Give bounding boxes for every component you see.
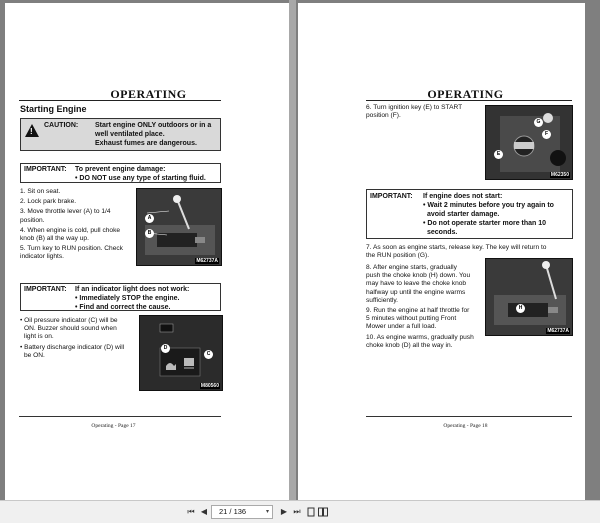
single-page-view-icon[interactable]	[306, 507, 316, 517]
choke-illustration	[486, 259, 573, 336]
important-label: IMPORTANT:	[370, 193, 413, 200]
page-indicator: 21 / 136	[219, 507, 247, 516]
left-page	[5, 3, 292, 500]
throttle-choke-photo	[136, 188, 222, 266]
photo-tag: M62350	[550, 172, 569, 178]
callout-g: G	[534, 118, 543, 127]
choke-knob-photo	[485, 258, 573, 336]
photo-tag: M62737A	[196, 258, 218, 264]
next-page-icon[interactable]: ▶	[280, 507, 288, 516]
important-box-starting-fluid	[20, 163, 221, 183]
caution-label: CAUTION:	[44, 122, 79, 129]
footer-rule	[366, 416, 572, 417]
page-header: OPERATING	[427, 87, 504, 101]
header-rule	[19, 100, 221, 101]
callout-e: E	[494, 150, 503, 159]
important-box-indicator	[20, 283, 221, 311]
header-rule	[366, 100, 572, 101]
footer-rule	[19, 416, 221, 417]
first-page-icon[interactable]: ⏮	[187, 507, 195, 516]
important-label: IMPORTANT:	[24, 286, 67, 293]
photo-tag: M62737A	[547, 328, 569, 334]
callout-d: D	[161, 344, 170, 353]
section-title: Starting Engine	[20, 104, 87, 114]
page-header: OPERATING	[110, 87, 187, 101]
page-footer: Operating - Page 17	[91, 423, 136, 429]
photo-tag: M80560	[200, 383, 219, 389]
page-number-select[interactable]	[211, 505, 273, 519]
callout-f: F	[542, 130, 551, 139]
caution-text: Start engine ONLY outdoors or in a well ventilated place. Exhaust fumes are dangerous.	[95, 122, 212, 147]
page-divider-scrollbar[interactable]	[289, 0, 296, 500]
important-text: To prevent engine damage: • DO NOT use any type of starting fluid.	[75, 166, 206, 182]
callout-c: C	[204, 350, 213, 359]
important-text: If an indicator light does not work: • Immediately STOP the engine. • Find and correct the cause.	[75, 286, 190, 311]
previous-page-icon[interactable]: ◀	[200, 507, 208, 516]
ignition-illustration	[486, 106, 573, 180]
important-text: If engine does not start: • Wait 2 minutes before you try again to avoid starter damage. • Do not operate starter more than 10 seconds.	[423, 193, 554, 236]
important-label: IMPORTANT:	[24, 166, 67, 173]
ignition-key-photo	[485, 105, 573, 180]
navigation-toolbar	[0, 500, 600, 523]
right-page	[298, 3, 585, 500]
indicator-lights-photo	[139, 315, 223, 391]
throttle-choke-illustration	[137, 189, 222, 266]
callout-b: B	[145, 229, 154, 238]
caution-box	[20, 118, 221, 151]
chevron-down-icon: ▾	[265, 509, 269, 515]
step-6: 6. Turn ignition key (E) to START position (F).	[366, 104, 463, 120]
two-page-view-icon[interactable]	[318, 507, 328, 517]
page-footer: Operating - Page 18	[443, 423, 488, 429]
indicator-bullets: • Oil pressure indicator (C) will be ON. Buzzer should sound when light is on. • Battery discharge indicator (D) will be ON.	[20, 317, 125, 359]
last-page-icon[interactable]: ⏭	[293, 507, 301, 516]
warning-triangle-icon: !	[25, 124, 39, 137]
callout-a: A	[145, 214, 154, 223]
callout-h: H	[516, 304, 525, 313]
step-7: 7. As soon as engine starts, release key. The key will return to the RUN position (G).	[366, 244, 547, 260]
important-box-no-start	[366, 189, 573, 239]
steps-1-5: 1. Sit on seat. 2. Lock park brake. 3. Move throttle lever (A) to 1/4 position. 4. When engine is cold, pull choke knob (B) all the way up. 5. Turn key to RUN position. Check indicator lights.	[20, 188, 123, 261]
steps-8-10: 8. After engine starts, gradually push the choke knob (H) down. You may have to leave the choke knob halfway up until the engine warms sufficiently. 9. Run the engine at half throttle for 5 minutes without putting Front Mower under a full load. 10. As engine warms, gradually push choke knob (D) all the way in.	[366, 264, 474, 349]
